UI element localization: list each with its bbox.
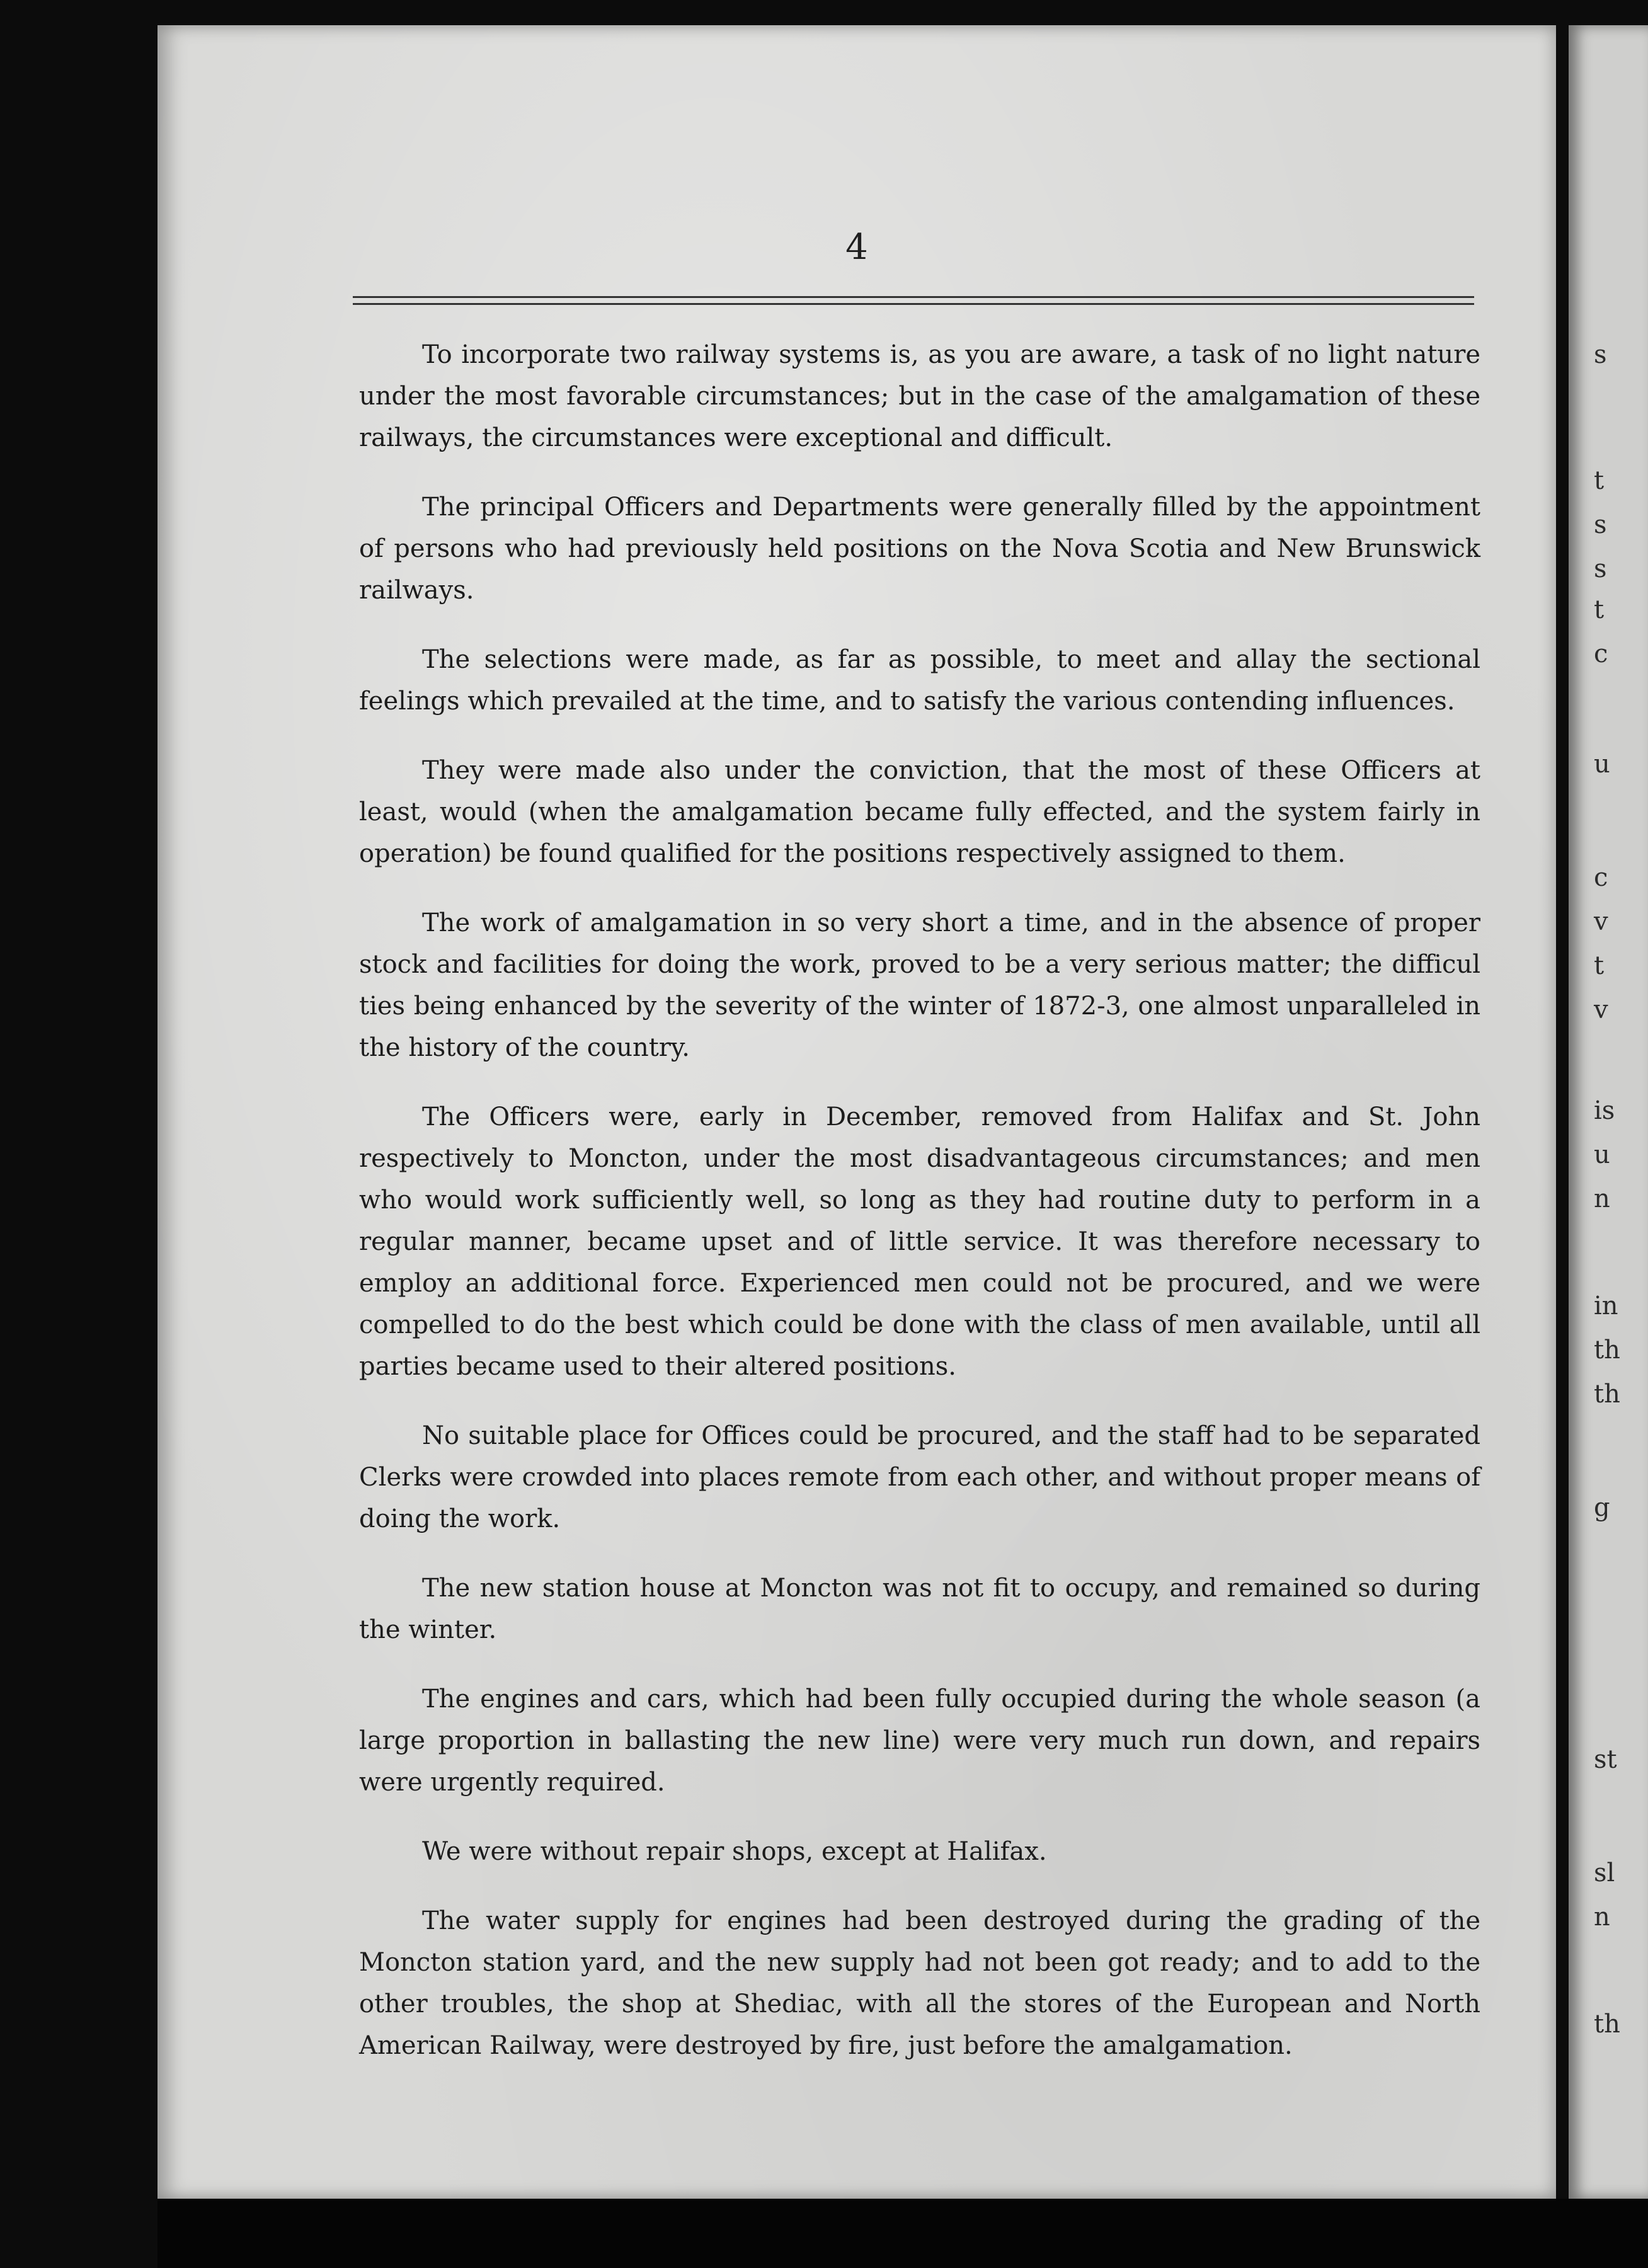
paragraph: The Officers were, early in December, removed from Halifax and St. John respectively to Moncton, under the most disadvantageous circumstances; and men who would work sufficiently well, so long as they had routine duty to perform in a regular manner, became upset and of little service. It was therefore necessary to employ an additional force. Experienced men could not be procured, and we were compelled to do the best which could be done with the class of men available, until all parties became used to their altered positions. — [359, 1102, 1480, 1381]
adjacent-page-fragment: th — [1594, 1380, 1620, 1409]
adjacent-page-fragment: sl — [1594, 1858, 1615, 1887]
paragraph: The principal Officers and Departments were generally filled by the appointment of persons who had previously held positions on the Nova Scotia and New Brunswick railways. — [359, 493, 1480, 605]
adjacent-page-fragment: in — [1594, 1292, 1618, 1320]
adjacent-page-fragment: is — [1594, 1096, 1615, 1125]
adjacent-page-fragment: s — [1594, 340, 1607, 369]
adjacent-page-fragment: t — [1594, 951, 1605, 980]
adjacent-page-fragment: s — [1594, 554, 1607, 583]
paragraph: They were made also under the conviction, that the most of these Officers at least, would (when the amalgamation became fully effected, and the system fairly in operation) be found qualified for the positions respectively assigned to them. — [359, 756, 1480, 868]
document-page — [157, 25, 1556, 2199]
paragraph: The selections were made, as far as possible, to meet and allay the sectional feelings which prevailed at the time, and to satisfy the various contending influences. — [359, 645, 1480, 716]
adjacent-page-fragment: c — [1594, 863, 1608, 892]
paragraph: To incorporate two railway systems is, as you are aware, a task of no light nature under the most favorable circumstances; but in the case of the amalgamation of these railways, the circumstances were exceptional and difficult. — [359, 340, 1480, 452]
paragraph: No suitable place for Offices could be procured, and the staff had to be separated Clerks were crowded into places remote from each other, and without proper means of doing the work. — [359, 1421, 1480, 1533]
adjacent-page-fragment: t — [1594, 595, 1605, 624]
header-double-rule — [353, 296, 1474, 305]
body-text — [359, 334, 1480, 2094]
scan-bottom-edge — [157, 2199, 1648, 2268]
adjacent-page-fragment: n — [1594, 1903, 1610, 1932]
paragraph: The engines and cars, which had been fully occupied during the whole season (a large proportion in ballasting the new line) were very much run down, and repairs were urgently required. — [359, 1685, 1480, 1797]
adjacent-page-fragment: c — [1594, 639, 1608, 668]
adjacent-page-fragment: v — [1594, 995, 1608, 1024]
adjacent-page-fragment: st — [1594, 1745, 1617, 1774]
paragraph: The new station house at Moncton was not fit to occupy, and remained so during the winter. — [359, 1574, 1480, 1644]
paragraph: The water supply for engines had been destroyed during the grading of the Moncton station yard, and the new supply had not been got ready; and to add to the other troubles, the shop at Shediac, with all the stores of the European and North American Railway, were destroyed by fire, just before the amalgamation. — [359, 1906, 1480, 2060]
paragraph: We were without repair shops, except at Halifax. — [422, 1837, 1047, 1866]
page-number: 4 — [845, 227, 868, 268]
adjacent-page-fragment: u — [1594, 1140, 1610, 1169]
paragraph: The work of amalgamation in so very short a time, and in the absence of proper stock and facilities for doing the work, proved to be a very serious matter; the difficul ties being enhanced by the severity of the winter of 1872-3, one almost unparalleled in the history of the country. — [359, 908, 1480, 1062]
adjacent-page-edge — [1569, 25, 1648, 2199]
adjacent-page-fragment: t — [1594, 466, 1605, 495]
adjacent-page-fragment: s — [1594, 510, 1607, 539]
adjacent-page-fragment: n — [1594, 1184, 1610, 1213]
adjacent-page-fragment: th — [1594, 1336, 1620, 1365]
adjacent-page-fragment: g — [1594, 1493, 1610, 1522]
adjacent-page-fragment: u — [1594, 750, 1610, 779]
adjacent-page-fragment: v — [1594, 907, 1608, 936]
adjacent-page-fragment: th — [1594, 2010, 1620, 2039]
